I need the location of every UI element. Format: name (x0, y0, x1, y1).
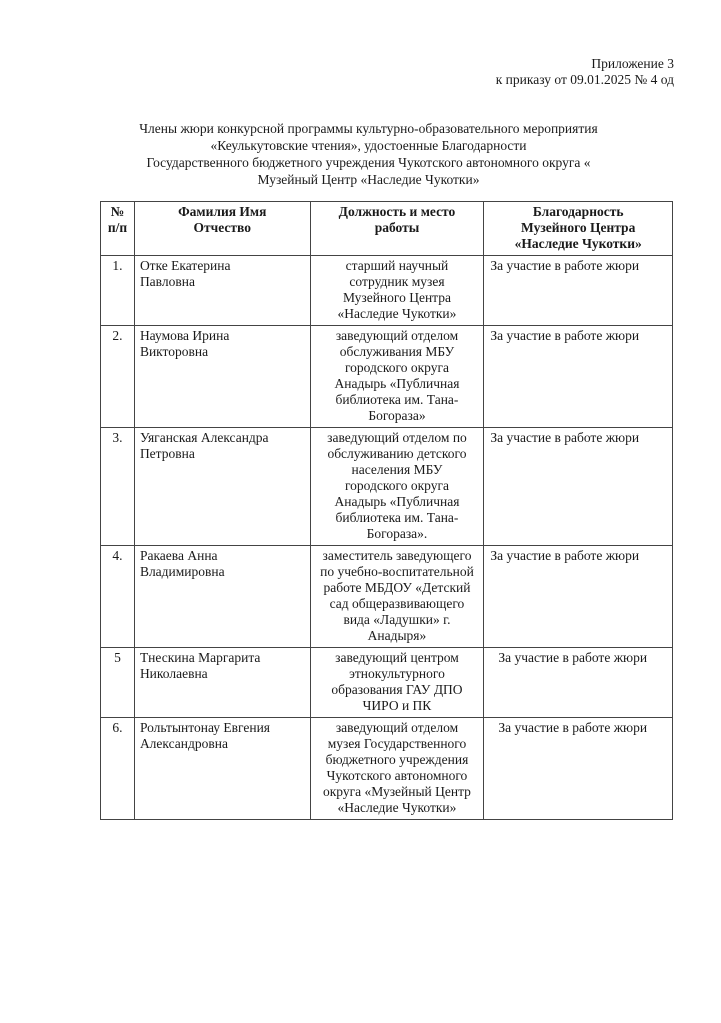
cell-line: Александровна (139, 736, 228, 751)
cell-line: За участие в работе жюри (498, 720, 648, 735)
cell-line: городского округа (344, 360, 449, 375)
cell-line: работе МБДОУ «Детский (323, 580, 471, 595)
cell-line: обслуживания МБУ (339, 344, 455, 359)
row-number (101, 546, 135, 648)
cell-line: За участие в работе жюри (490, 258, 640, 273)
member-position (310, 718, 484, 820)
cell-line: заведующий отделом по (327, 430, 467, 445)
table-row (101, 256, 673, 326)
heading-line: Музейный Центр «Наследие Чукотки» (257, 172, 480, 187)
annex-reference (496, 56, 674, 88)
header-text: Фамилия Имя (178, 204, 267, 219)
cell-line: вида «Ладушки» г. (343, 612, 451, 627)
header-text: Музейного Центра (521, 220, 636, 235)
cell-line: За участие в работе жюри (490, 548, 640, 563)
cell-line: Уяганская Александра (139, 430, 269, 445)
header-award (484, 202, 673, 256)
cell-line: Николаевна (139, 666, 208, 681)
member-name (134, 256, 310, 326)
cell-line: этнокультурного (349, 666, 445, 681)
heading-line: Государственного бюджетного учреждения Чукотского автономного округа « (146, 155, 591, 170)
cell-line: Богораза». (366, 526, 428, 541)
cell-line: сад общеразвивающего (329, 596, 465, 611)
member-position (310, 428, 484, 546)
cell-line: 5 (114, 650, 121, 665)
member-position (310, 648, 484, 718)
cell-line: «Наследие Чукотки» (337, 306, 457, 321)
table-row (101, 718, 673, 820)
header-text: работы (374, 220, 420, 235)
cell-line: ЧИРО и ПК (362, 698, 432, 713)
member-name (134, 546, 310, 648)
cell-line: 1. (112, 258, 123, 273)
member-position (310, 256, 484, 326)
table-row (101, 546, 673, 648)
award-text (484, 648, 673, 718)
annex-number: Приложение 3 (591, 56, 674, 71)
cell-line: городского округа (344, 478, 449, 493)
cell-line: музея Государственного (327, 736, 467, 751)
cell-line: За участие в работе жюри (490, 430, 640, 445)
cell-line: Анадыря» (367, 628, 427, 643)
cell-line: населения МБУ (351, 462, 443, 477)
cell-line: Чукотского автономного (326, 768, 468, 783)
cell-line: «Наследие Чукотки» (337, 800, 457, 815)
table-row (101, 326, 673, 428)
member-name (134, 718, 310, 820)
cell-line: Ракаева Анна (139, 548, 218, 563)
cell-line: Викторовна (139, 344, 209, 359)
cell-line: Владимировна (139, 564, 225, 579)
cell-line: Анадырь «Публичная (334, 494, 460, 509)
cell-line: За участие в работе жюри (490, 328, 640, 343)
member-name (134, 648, 310, 718)
header-text: «Наследие Чукотки» (514, 236, 642, 251)
member-position (310, 546, 484, 648)
row-number (101, 326, 135, 428)
cell-line: Богораза» (368, 408, 426, 423)
heading-line: Члены жюри конкурсной программы культурно-образовательного мероприятия (139, 121, 598, 136)
award-text (484, 546, 673, 648)
award-text (484, 326, 673, 428)
row-number (101, 648, 135, 718)
table-row (101, 428, 673, 546)
header-number (101, 202, 135, 256)
award-text (484, 718, 673, 820)
row-number (101, 428, 135, 546)
cell-line: За участие в работе жюри (498, 650, 648, 665)
heading-line: «Кеулькутовские чтения», удостоенные Благодарности (210, 138, 527, 153)
annex-order-reference: к приказу от 09.01.2025 № 4 од (495, 72, 674, 87)
header-text: Отчество (193, 220, 251, 235)
row-number (101, 718, 135, 820)
cell-line: 4. (112, 548, 123, 563)
cell-line: Тнескина Маргарита (139, 650, 261, 665)
header-position (310, 202, 484, 256)
header-text: Должность и место (338, 204, 456, 219)
cell-line: образования ГАУ ДПО (331, 682, 463, 697)
award-text (484, 428, 673, 546)
cell-line: 6. (112, 720, 123, 735)
table-body (101, 256, 673, 820)
cell-line: Павловна (139, 274, 195, 289)
cell-line: заведующий отделом (335, 328, 459, 343)
cell-line: старший научный (345, 258, 449, 273)
cell-line: Петровна (139, 446, 195, 461)
cell-line: библиотека им. Тана- (335, 392, 459, 407)
cell-line: по учебно-воспитательной (320, 564, 474, 579)
member-name (134, 428, 310, 546)
header-text: № (110, 204, 125, 219)
cell-line: Наумова Ирина (139, 328, 230, 343)
document-heading (60, 120, 677, 188)
member-position (310, 326, 484, 428)
cell-line: Отке Екатерина (139, 258, 231, 273)
row-number (101, 256, 135, 326)
cell-line: заместитель заведующего (322, 548, 472, 563)
cell-line: Рольтынтонау Евгения (139, 720, 271, 735)
cell-line: заведующий отделом (335, 720, 459, 735)
cell-line: библиотека им. Тана- (335, 510, 459, 525)
cell-line: бюджетного учреждения (325, 752, 469, 767)
cell-line: сотрудник музея (349, 274, 445, 289)
cell-line: Музейного Центра (342, 290, 451, 305)
award-text (484, 256, 673, 326)
cell-line: обслуживанию детского (327, 446, 467, 461)
cell-line: Анадырь «Публичная (334, 376, 460, 391)
cell-line: округа «Музейный Центр (323, 784, 471, 799)
cell-line: 2. (112, 328, 123, 343)
cell-line: 3. (112, 430, 123, 445)
member-name (134, 326, 310, 428)
table-header-row (101, 202, 673, 256)
header-text: Благодарность (532, 204, 624, 219)
table-row (101, 648, 673, 718)
jury-table (100, 201, 673, 820)
header-full-name (134, 202, 310, 256)
header-text: п/п (107, 220, 128, 235)
cell-line: заведующий центром (335, 650, 459, 665)
